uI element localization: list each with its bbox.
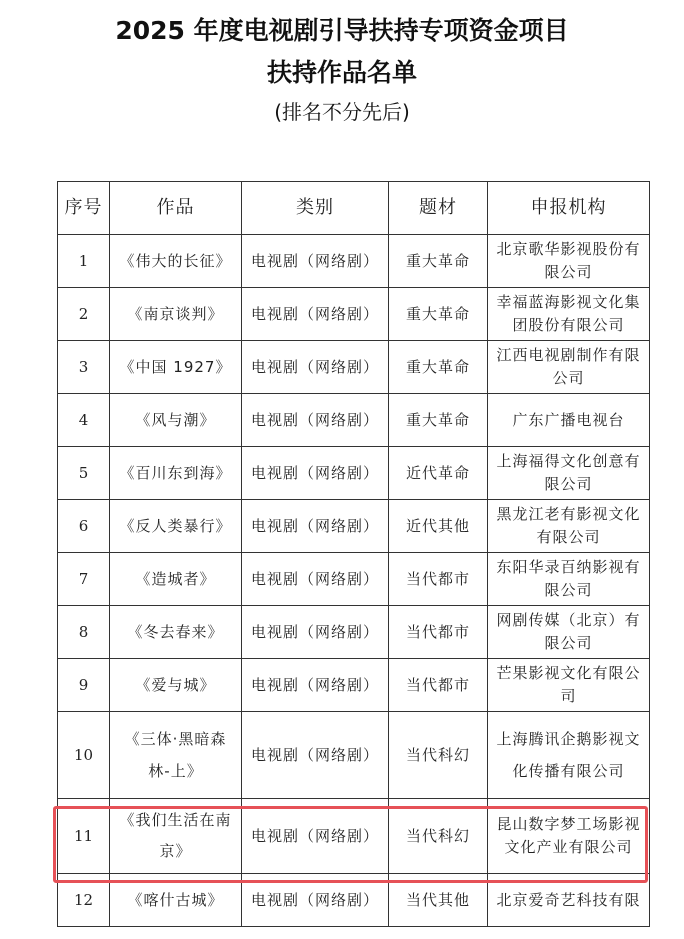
row-theme: 重大革命 xyxy=(389,288,488,341)
table-row xyxy=(58,659,650,712)
row-category: 电视剧（网络剧） xyxy=(242,799,389,874)
row-theme: 当代科幻 xyxy=(389,712,488,799)
row-organization: 北京歌华影视股份有限公司 xyxy=(488,235,650,288)
table-row xyxy=(58,606,650,659)
row-organization: 广东广播电视台 xyxy=(488,394,650,447)
table-row xyxy=(58,553,650,606)
row-organization: 网剧传媒（北京）有限公司 xyxy=(488,606,650,659)
table-row xyxy=(58,235,650,288)
row-theme: 当代都市 xyxy=(389,606,488,659)
row-work: 《风与潮》 xyxy=(110,394,242,447)
row-category: 电视剧（网络剧） xyxy=(242,712,389,799)
table-header-row xyxy=(58,182,650,235)
row-organization: 上海腾讯企鹅影视文化传播有限公司 xyxy=(488,712,650,799)
document-title-line1: 2025 年度电视剧引导扶持专项资金项目 xyxy=(115,16,569,45)
table-row-highlighted xyxy=(58,799,650,874)
row-category: 电视剧（网络剧） xyxy=(242,874,389,927)
row-organization: 芒果影视文化有限公司 xyxy=(488,659,650,712)
row-organization: 北京爱奇艺科技有限 xyxy=(488,874,650,927)
row-work: 《南京谈判》 xyxy=(110,288,242,341)
table-row xyxy=(58,712,650,799)
row-category: 电视剧（网络剧） xyxy=(242,553,389,606)
row-number: 12 xyxy=(58,874,110,927)
row-theme: 重大革命 xyxy=(389,235,488,288)
header-category: 类别 xyxy=(242,182,389,235)
row-number: 3 xyxy=(58,341,110,394)
table-row xyxy=(58,288,650,341)
table-row xyxy=(58,874,650,927)
row-theme: 近代其他 xyxy=(389,500,488,553)
row-number: 1 xyxy=(58,235,110,288)
row-theme: 当代科幻 xyxy=(389,799,488,874)
row-number: 6 xyxy=(58,500,110,553)
row-work: 《伟大的长征》 xyxy=(110,235,242,288)
row-work: 《中国 1927》 xyxy=(110,341,242,394)
row-category: 电视剧（网络剧） xyxy=(242,606,389,659)
row-theme: 近代革命 xyxy=(389,447,488,500)
row-category: 电视剧（网络剧） xyxy=(242,447,389,500)
row-theme: 当代都市 xyxy=(389,553,488,606)
row-work: 《喀什古城》 xyxy=(110,874,242,927)
row-category: 电视剧（网络剧） xyxy=(242,500,389,553)
table-row xyxy=(58,447,650,500)
row-organization: 幸福蓝海影视文化集团股份有限公司 xyxy=(488,288,650,341)
row-number: 8 xyxy=(58,606,110,659)
row-number: 2 xyxy=(58,288,110,341)
header-work: 作品 xyxy=(110,182,242,235)
row-work: 《造城者》 xyxy=(110,553,242,606)
row-number: 10 xyxy=(58,712,110,799)
row-number: 7 xyxy=(58,553,110,606)
row-work: 《反人类暴行》 xyxy=(110,500,242,553)
header-organization: 申报机构 xyxy=(488,182,650,235)
row-work: 《冬去春来》 xyxy=(110,606,242,659)
row-organization: 江西电视剧制作有限公司 xyxy=(488,341,650,394)
document-title-line2: 扶持作品名单 xyxy=(266,58,417,87)
row-theme: 重大革命 xyxy=(389,341,488,394)
row-category: 电视剧（网络剧） xyxy=(242,235,389,288)
row-category: 电视剧（网络剧） xyxy=(242,288,389,341)
document-subtitle: (排名不分先后) xyxy=(274,100,410,124)
table-row xyxy=(58,394,650,447)
table-row xyxy=(58,500,650,553)
row-work: 《爱与城》 xyxy=(110,659,242,712)
row-organization: 上海福得文化创意有限公司 xyxy=(488,447,650,500)
row-organization: 东阳华录百纳影视有限公司 xyxy=(488,553,650,606)
row-category: 电视剧（网络剧） xyxy=(242,394,389,447)
row-organization: 昆山数字梦工场影视文化产业有限公司 xyxy=(488,799,650,874)
header-number: 序号 xyxy=(58,182,110,235)
header-theme: 题材 xyxy=(389,182,488,235)
row-work: 《百川东到海》 xyxy=(110,447,242,500)
row-category: 电视剧（网络剧） xyxy=(242,659,389,712)
row-number: 4 xyxy=(58,394,110,447)
row-category: 电视剧（网络剧） xyxy=(242,341,389,394)
row-number: 9 xyxy=(58,659,110,712)
row-number: 11 xyxy=(58,799,110,874)
row-organization: 黑龙江老有影视文化有限公司 xyxy=(488,500,650,553)
row-theme: 重大革命 xyxy=(389,394,488,447)
row-theme: 当代其他 xyxy=(389,874,488,927)
row-theme: 当代都市 xyxy=(389,659,488,712)
table-row xyxy=(58,341,650,394)
support-list-table xyxy=(57,181,650,927)
row-work: 《我们生活在南京》 xyxy=(110,799,242,874)
row-number: 5 xyxy=(58,447,110,500)
row-work: 《三体·黑暗森林-上》 xyxy=(110,712,242,799)
